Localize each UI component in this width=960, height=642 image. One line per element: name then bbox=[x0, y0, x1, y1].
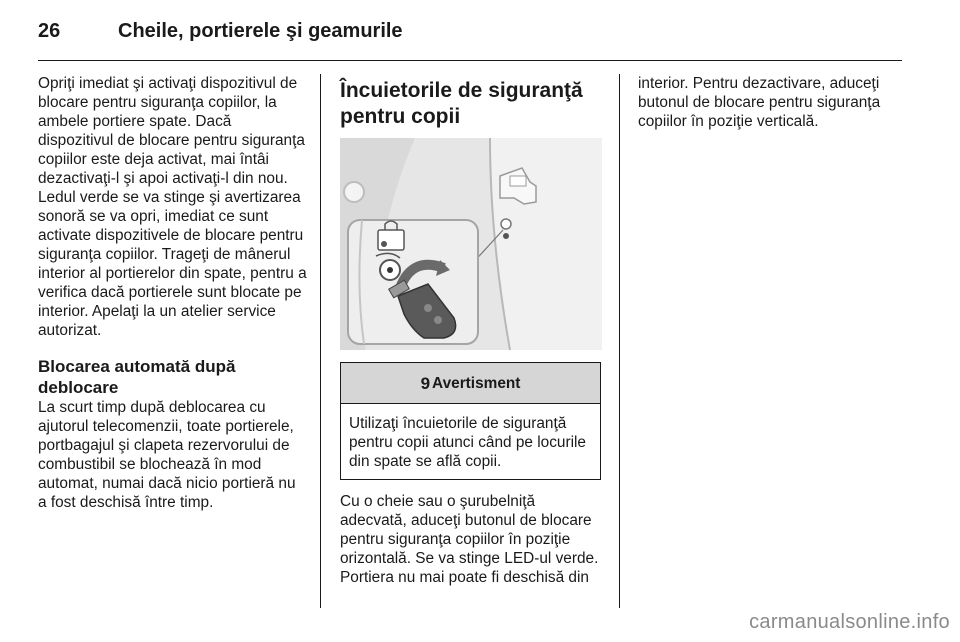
warning-header bbox=[341, 363, 600, 404]
column-3 bbox=[638, 74, 906, 131]
warning-text: Utilizaţi încuietorile de siguranţă pentru copii atunci când pe locurile din spate se află copii. bbox=[349, 415, 586, 470]
column-2 bbox=[340, 74, 602, 587]
paragraph-child-lock-deactivate: interior. Pentru dezactivare, aduceţi butonul de blocare pentru siguranţa copiilor în poziţie verticală. bbox=[638, 75, 881, 130]
child-lock-illustration bbox=[340, 138, 602, 350]
column-1 bbox=[38, 74, 308, 512]
watermark: carmanualsonline.info bbox=[749, 611, 950, 633]
section-heading-auto-lock: Blocarea automată după deblocare bbox=[38, 357, 236, 397]
page-number: 26 bbox=[38, 20, 61, 42]
column-divider-2 bbox=[619, 74, 620, 608]
warning-icon: 9 bbox=[420, 373, 431, 393]
warning-box bbox=[340, 362, 601, 480]
paragraph-child-lock-activate: Opriţi imediat şi activaţi dispozitivul de blocare pentru siguranţa copiilor, la ambele portiere spate. Dacă dispozitivul de blocare pentru siguranţa copiilor este deja activat, mai întâi dezactivaţi-l şi apoi activaţi-l din nou. Ledul verde se va stinge şi avertizarea sonoră se va opri, imediat ce sunt activate dispozitivele de blocare pentru siguranţa copiilor. Trageţi de mânerul interior al portierelor din spate, pentru a verifica dacă portierele sunt blocate pe interior. Apelaţi la un atelier service autorizat. bbox=[38, 75, 307, 339]
section-heading-child-locks: Încuietorile de siguranţă pentru copii bbox=[340, 79, 583, 128]
page-header bbox=[38, 14, 908, 48]
warning-title: Avertisment bbox=[432, 374, 521, 392]
header-divider bbox=[38, 60, 902, 61]
paragraph-auto-lock: La scurt timp după deblocarea cu ajutorul telecomenzii, toate portierele, portbagajul şi clapeta rezervorului de combustibil se blochează în mod automat, numai dacă nicio portieră nu a fost deschisă între timp. bbox=[38, 399, 296, 511]
door-lock-illustration bbox=[340, 138, 602, 350]
page-title: Cheile, portierele şi geamurile bbox=[118, 20, 403, 42]
column-divider-1 bbox=[320, 74, 321, 608]
paragraph-child-lock-procedure: Cu o cheie sau o şurubelniţă adecvată, aduceţi butonul de blocare pentru siguranţa copiilor în poziţie orizontală. Se va stinge LED-ul verde. Portiera nu mai poate fi deschisă din bbox=[340, 493, 599, 586]
